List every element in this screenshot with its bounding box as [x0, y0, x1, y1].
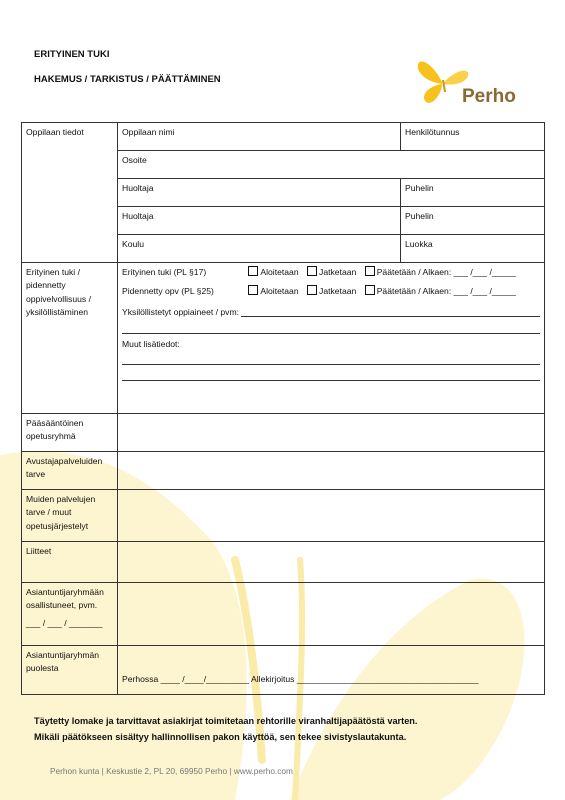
student-row-name: [22, 123, 545, 151]
support-details: [118, 263, 545, 414]
footer-line-1: Täytetty lomake ja tarvittavat asiakirjat toimitetaan rehtorille viranhaltijapäätöstä varten.: [34, 716, 418, 726]
assistant-row: [22, 452, 545, 490]
special-support-line: [122, 266, 540, 279]
attachments-row: [22, 542, 545, 583]
student-name-label: Oppilaan nimi: [122, 127, 175, 137]
extended-end-label: Päätetään / Alkaen: ___ /___ /_____: [376, 286, 516, 297]
logo-text: Perho: [462, 86, 516, 107]
individualized-label: Yksilöllistetyt oppiaineet / pvm:: [122, 307, 240, 318]
special-continue-checkbox[interactable]: [307, 266, 317, 276]
phone2-label: Puhelin: [405, 211, 434, 221]
expert-group-label: Asiantuntijaryhmään osallistuneet, pvm.: [26, 587, 104, 611]
special-end-label: Päätetään / Alkaen: ___ /___ /_____: [376, 267, 516, 277]
signature-field[interactable]: [118, 646, 545, 695]
special-end-checkbox[interactable]: [365, 266, 375, 276]
ssn-label: Henkilötunnus: [405, 127, 460, 137]
extended-end-checkbox[interactable]: [365, 285, 375, 295]
other-info-label: Muut lisätiedot:: [122, 338, 180, 349]
individualized-input-line-2[interactable]: [122, 322, 540, 334]
special-start-label: Aloitetaan: [260, 267, 299, 277]
application-form: [21, 122, 545, 695]
phone1-label: Puhelin: [405, 183, 434, 193]
extended-compulsory-line: [122, 285, 540, 298]
ssn-field[interactable]: [401, 123, 545, 151]
support-row: [22, 263, 545, 414]
other-services-field[interactable]: [118, 490, 545, 542]
expert-statement-row: [22, 646, 545, 695]
grade-label: Luokka: [405, 239, 433, 249]
attachments-label: Liitteet: [22, 542, 118, 583]
footer-note: [34, 713, 534, 745]
other-services-label: Muiden palvelujen tarve / muut opetusjärjestelyt: [22, 490, 118, 542]
individualized-input-line[interactable]: [241, 305, 540, 317]
assistant-field[interactable]: [118, 452, 545, 490]
guardian1-label: Huoltaja: [122, 183, 154, 193]
footer-line-2: Mikäli päätökseen sisältyy hallinnollisen pakon käyttöä, sen tekee sivistyslautakunta.: [34, 732, 407, 743]
grade-field[interactable]: [401, 235, 545, 263]
address-label: Osoite: [122, 155, 147, 165]
expert-statement-label: Asiantuntijaryhmän puolesta: [22, 646, 118, 695]
special-continue-label: Jatketaan: [319, 267, 357, 277]
extended-continue-checkbox[interactable]: [307, 285, 317, 295]
expert-date-blanks[interactable]: ___ / ___ / _______: [26, 617, 103, 628]
phone2-field[interactable]: [401, 207, 545, 235]
expert-group-row: [22, 583, 545, 646]
guardian1-field[interactable]: [118, 179, 401, 207]
individualized-subjects-line: [122, 305, 540, 320]
extended-compulsory-label: Pidennetty opv (PL §25): [122, 286, 214, 297]
assistant-label: Avustajapalveluiden tarve: [22, 452, 118, 490]
school-field[interactable]: [118, 235, 401, 263]
form-title: ERITYINEN TUKI: [34, 49, 110, 60]
address-field[interactable]: [118, 151, 545, 179]
signature-line: Perhossa ____ /____/_________ Allekirjoitus ______________________________________: [122, 673, 479, 684]
other-info-input-line-2[interactable]: [122, 369, 540, 381]
student-section-label: Oppilaan tiedot: [22, 123, 118, 263]
footer-address: Perhon kunta | Keskustie 2, PL 20, 69950 Perho | www.perho.com: [50, 766, 293, 776]
other-info-input-line-1[interactable]: [122, 353, 540, 365]
teaching-group-field[interactable]: [118, 414, 545, 452]
expert-group-cell: [22, 583, 118, 646]
support-section-label: Erityinen tuki / pidennetty oppivelvollisuus / yksilöllistäminen: [22, 263, 118, 414]
expert-group-field[interactable]: [118, 583, 545, 646]
other-services-row: [22, 490, 545, 542]
extended-start-label: Aloitetaan: [260, 286, 299, 297]
teaching-group-row: [22, 414, 545, 452]
attachments-field[interactable]: [118, 542, 545, 583]
school-label: Koulu: [122, 239, 144, 249]
phone1-field[interactable]: [401, 179, 545, 207]
extended-continue-label: Jatketaan: [319, 286, 357, 297]
form-subtitle: HAKEMUS / TARKISTUS / PÄÄTTÄMINEN: [34, 74, 221, 85]
teaching-group-label: Pääsääntöinen opetusryhmä: [22, 414, 118, 452]
student-name-field[interactable]: [118, 123, 401, 151]
guardian2-field[interactable]: [118, 207, 401, 235]
special-start-checkbox[interactable]: [248, 266, 258, 276]
guardian2-label: Huoltaja: [122, 211, 154, 221]
perho-logo: [414, 56, 524, 112]
special-support-label: Erityinen tuki (PL §17): [122, 267, 207, 277]
extended-start-checkbox[interactable]: [248, 285, 258, 295]
